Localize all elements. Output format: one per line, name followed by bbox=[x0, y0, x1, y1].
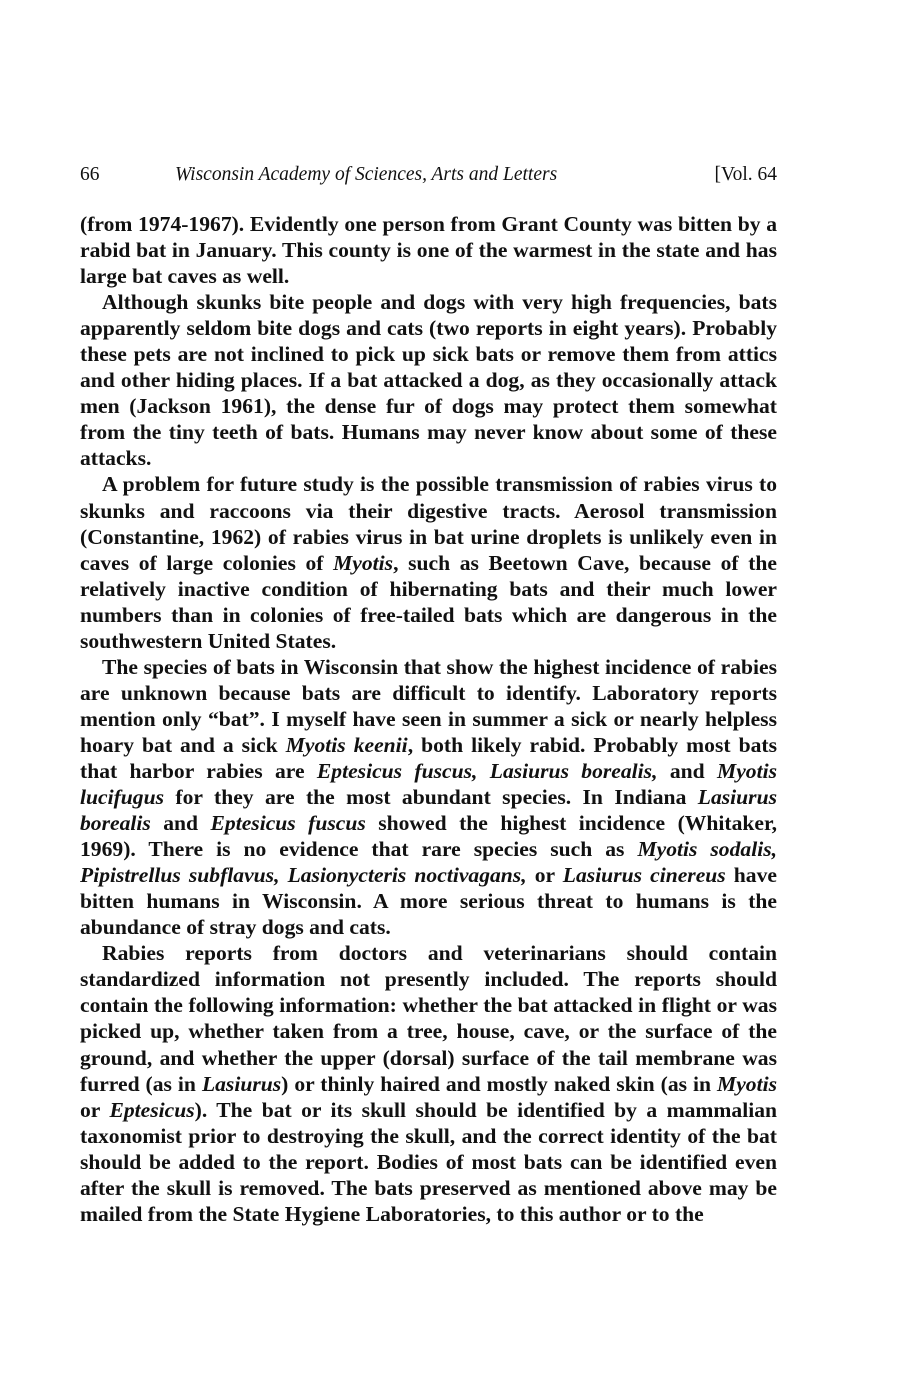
genus-name: Eptesicus bbox=[109, 1097, 195, 1122]
text-run: , such as Beetown Cave, because of the relatively inactive condition of hibernating bats and their much lower numbers than in colonies of free-tailed bats which are dangerous in the southwestern United States. bbox=[80, 550, 777, 653]
paragraph-5 bbox=[80, 940, 777, 1227]
paragraph-3 bbox=[80, 471, 777, 653]
text-run: showed the highest incidence (Whitaker, 1969). There is no evidence that rare species such as bbox=[80, 811, 777, 862]
text-run: The species of bats in Wisconsin that show the highest incidence of rabies are unknown because bats are difficult to identify. Laboratory reports mention only “bat”. I myself have seen in summer a sick or nearly helpless hoary bat and a sick bbox=[80, 654, 777, 757]
text-run: or bbox=[526, 863, 563, 888]
species-name: Lasiurus borealis bbox=[80, 785, 777, 836]
species-name: Myotis bbox=[333, 550, 394, 575]
text-run: (from 1974-1967). Evidently one person from Grant County was bitten by a rabid bat in January. This county is one of the warmest in the state and has large bat caves as well. bbox=[80, 212, 777, 289]
text-run: have bitten humans in Wisconsin. A more serious threat to humans is the abundance of stray dogs and cats. bbox=[80, 863, 777, 940]
text-run: ). The bat or its skull should be identified by a mammalian taxonomist prior to destroying the skull, and the correct identity of the bat should be added to the report. Bodies of most bats can be identified even after the skull is removed. The bats preserved as mentioned above may be mailed from the State Hygiene Laboratories, to this author or to the bbox=[80, 1097, 778, 1226]
text-run: or bbox=[80, 1097, 110, 1122]
text-run: for they are the most abundant species. In Indiana bbox=[164, 785, 698, 810]
text-run: ) or thinly haired and mostly naked skin (as in bbox=[281, 1071, 718, 1096]
text-run: A problem for future study is the possible transmission of rabies virus to skunks and raccoons via their digestive tracts. Aerosol transmission (Constantine, 1962) of rabies virus in bat urine droplets is unlikely even in caves of large colonies of bbox=[80, 472, 777, 575]
paragraph-1 bbox=[80, 211, 777, 289]
running-head bbox=[80, 161, 777, 189]
text-run: and bbox=[657, 758, 717, 783]
species-name: Lasiurus cinereus bbox=[562, 863, 726, 888]
genus-name: Lasiurus bbox=[201, 1071, 282, 1096]
species-name: Myotis lucifugus bbox=[80, 758, 777, 810]
genus-name: Myotis bbox=[717, 1071, 777, 1096]
journal-title: Wisconsin Academy of Sciences, Arts and Letters bbox=[175, 164, 558, 185]
species-name: Myotis sodalis, Pipistrellus subflavus, Lasionycteris noctivagans, bbox=[80, 837, 777, 888]
volume-label: [Vol. 64 bbox=[714, 164, 777, 185]
species-name: Eptesicus fuscus, Lasiurus borealis, bbox=[316, 758, 658, 783]
species-name: Myotis keenii bbox=[285, 732, 408, 757]
text-run: Rabies reports from doctors and veterinarians should contain standardized information not presently included. The reports should contain the following information: whether the bat attacked in flight or was picked up, whether taken from a tree, house, cave, or the surface of the ground, and whether the upper (dorsal) surface of the tail membrane was furred (as in bbox=[80, 941, 777, 1096]
paragraph-2 bbox=[80, 289, 777, 471]
text-run: , both likely rabid. Probably most bats that harbor rabies are bbox=[80, 732, 777, 783]
text-run: and bbox=[150, 811, 211, 836]
body-text bbox=[80, 211, 777, 1227]
species-name: Eptesicus fuscus bbox=[210, 811, 366, 836]
text-run: Although skunks bite people and dogs with very high frequencies, bats apparently seldom bite dogs and cats (two reports in eight years). Probably these pets are not inclined to pick up sick bats or remove them from attics and other hiding places. If a bat attacked a dog, as they occasionally attack men (Jackson 1961), the dense fur of dogs may protect them somewhat from the tiny teeth of bats. Humans may never know about some of these attacks. bbox=[80, 290, 777, 471]
page-number: 66 bbox=[80, 164, 100, 185]
paragraph-4 bbox=[80, 654, 777, 941]
